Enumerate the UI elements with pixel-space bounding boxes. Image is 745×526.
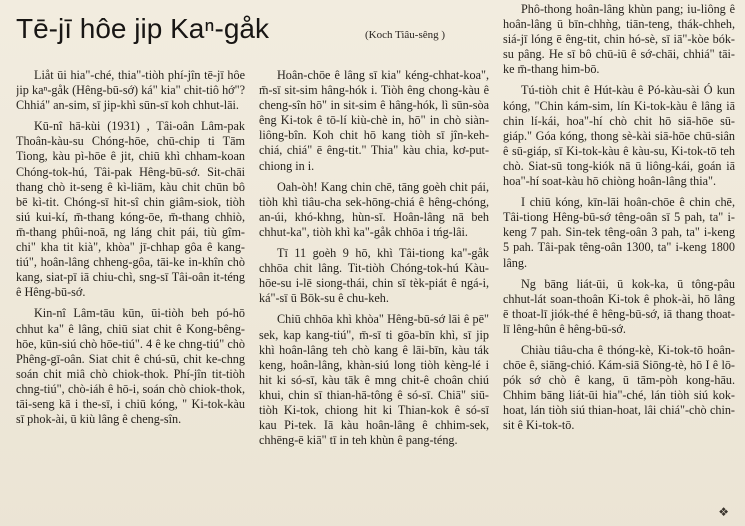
paragraph-10: I chiū kóng, kīn-lāi hoân-chōe ê chin chē, Tâi-tiong Hêng-bū-sớ têng-oân sī 5 pah, ta" i-keng 7 pah. Sin-tek têng-oân 3 pah, ta" i-keng 5 pah. Tâi-pak têng-oân 1300, ta" i-keng 1800 lâng. (503, 195, 735, 270)
paragraph-12: Chiàu tiâu-cha ê thóng-kè, Ki-tok-tō hoân-chōe ê, siāng-chió. Kám-siā Siōng-tè, hō I ê lō-pók sớ chò ê kang, ū tām-pòh kong-hāu. Chhim bāng liát-ūi hia"-ché, lán tiòh siú kok-hoat, lán tiòh siú thian-hoat, lâi chiá"-chò chin-sit ê Ki-tok-tō. (503, 342, 735, 433)
paragraph-8: Phô-thong hoân-lâng khùn pang; iu-liông ê hoân-lâng ū bīn-chhǹg, tiān-teng, thák-chheh, siá-jī lóng ē êng-tit, chin hó-sè, sī iā"-kòe bók-su pâng. He sī bô chū-iū ê sớ-chāi, chhiá" tāi-ke m̄-thang him-bō. (503, 2, 735, 77)
article-title: Tē-jī hôe jip Kaⁿ-gåk (16, 13, 269, 44)
article-column-3 (503, 2, 735, 522)
paragraph-6: Tī 11 goèh 9 hō, khì Tâi-tiong ka"-gåk chhōa chit lâng. Tit-tiòh Chóng-tok-hú Kàu-hōe-su i-lē siong-thái, chin sī tèk-piát ê ngá-i, ká"-sī ū Bōk-su ê chu-keh. (259, 246, 489, 306)
end-ornament-icon: ❖ (718, 505, 729, 519)
paragraph-4: Hoân-chōe ê lâng sī kia" kéng-chhat-koa", m̄-sī sit-sim hâng-hók i. Tiòh êng chong-kàu ê cheng-sîn hō" in sit-sim ê hâng-hók, lì sūn-sòa êng Ki-tok ê tō-lí kiù-chè in, hō" in chò siàn-liông-bîn. Koh chit hō kang tiòh sī jîn-keh-chiá, chiá" ē êng-tit." Thia" kàu chia, kơ-put-chiong in i. (259, 68, 489, 173)
article-column-2 (259, 68, 489, 522)
paragraph-5: Oah-òh! Kang chin chē, tāng goèh chit pái, tiòh khì tiâu-cha sek-hōng-chiá ê hêng-chóng, an-úi, khó-khng, hùn-sī. Hoân-lâng nā beh chhut-ka", tiòh khì ka"-gåk chhōa i tńg-lâi. (259, 179, 489, 239)
paragraph-9: Tú-tiòh chit ê Hút-kàu ê Pó-kàu-sài Ó kun kóng, "Chin kám-sim, lín Ki-tok-kàu ê lâng iā chin lí-kái, hoa"-hí chò chit hō siā-hōe sū-giáp." Góa kóng, thong sè-kài siā-hōe chū-siân ê sū-giáp, sī Ki-tok-kàu ê kàu-su, Ki-tok-tō teh chò. Siat-sū tong-kiók nā ū liông-kái, goán iā hoa"-hí soat-kàu hō chiòng hoân-lâng thia". (503, 83, 735, 189)
paragraph-1: Liåt ūi hia"-ché, thia"-tiòh phí-jîn tē-jī hôe jip kaⁿ-gåk (Hêng-bū-sớ) ká" kia" chit-tiô hớ"? Chhiá" an-sim, sī jip-khì sūn-sī koh chhut-lāi. (16, 68, 245, 113)
paragraph-2: Kū-nî hā-kùi (1931) , Tâi-oân Lâm-pak Thoân-kàu-su Chóng-hōe, chū-chip ti Tām Tiong, kàu pì-hōe ê jit, chiū khì chham-koan Chóng-tok-hú, Tâi-pak Hêng-bū-sớ. Sit-chāi thang chò it-seng ê kì-liām, kàu chit chūn bô bē kì-tit. Chóng-sī hit-sî chin giâm-siok, tiòh siú kui-kí, m̄-thang kóng-ōe, m̄-thang chhiò, m̄-thang phûi-noā, ng láng chit pái, tiù gîm-chi" kha tit kià", khòa" jī-chhap gôa ê kang-tiú", hoân-lâng chheng-gôa, tāi-ke in-khîn chò kang, siat-pī iā chiu-chì, sng-sī Tâi-oân it-téng ê Hêng-bū-sớ. (16, 119, 245, 300)
paragraph-3: Kin-nî Lâm-tāu kūn, ūi-tiòh beh pó-hō chhut ka" ê lâng, chiū siat chit ê Kong-bêng-hōe, kūn-siú chò hōe-tiú". 4 ê ke chng-tiú" chò Phêng-gī-oân. Siat chit ê chú-sū, chit ke-chng soán chit miâ chò chiok-thok. Phí-jîn tit-tiòh chng-tiú", chò-iáh ê hō-i, soán chò chiok-thok, tāi-seng kā i the-sī, i chiū kóng, " Ki-tok-kàu sī phok-ài, ū kiù lâng ê cheng-sîn. (16, 306, 245, 427)
paragraph-7: Chiū chhōa khì khòa" Hêng-bū-sớ lāi ê pē" sek, kap kang-tiú", m̄-sī ti gōa-bīn khì, sī jip khì hoân-lâng teh chò kang ê lāi-bīn, kàu ták keng, hoân-lâng, khàn-siú long tiòh kèng-lé i hit ki só-sī, kàu tāk ê mng chit-ê choân chiú khui, chin sī thian-hā-tông ê só-sī. Chiā" siū-tiòh Ki-tok, chiong hit ki Thian-kok ê só-sī kau Pi-tek. Iā kàu hoân-lâng ê chhim-sek, chhēng-ē kiā" tī in teh khùn ê pang-téng. (259, 312, 489, 448)
paragraph-11: Ng bāng liát-ūi, ū kok-ka, ū tông-pâu chhut-lát soan-thoân Ki-tok ê phok-ài, hō lâng ē thoat-lī jiók-thé ê hêng-bū-sớ, iā thang thoat-lī lêng-hûn ê hêng-bū-sớ. (503, 276, 735, 336)
author-byline: (Koch Tiâu-sêng ) (365, 29, 446, 41)
article-column-1 (16, 68, 245, 522)
